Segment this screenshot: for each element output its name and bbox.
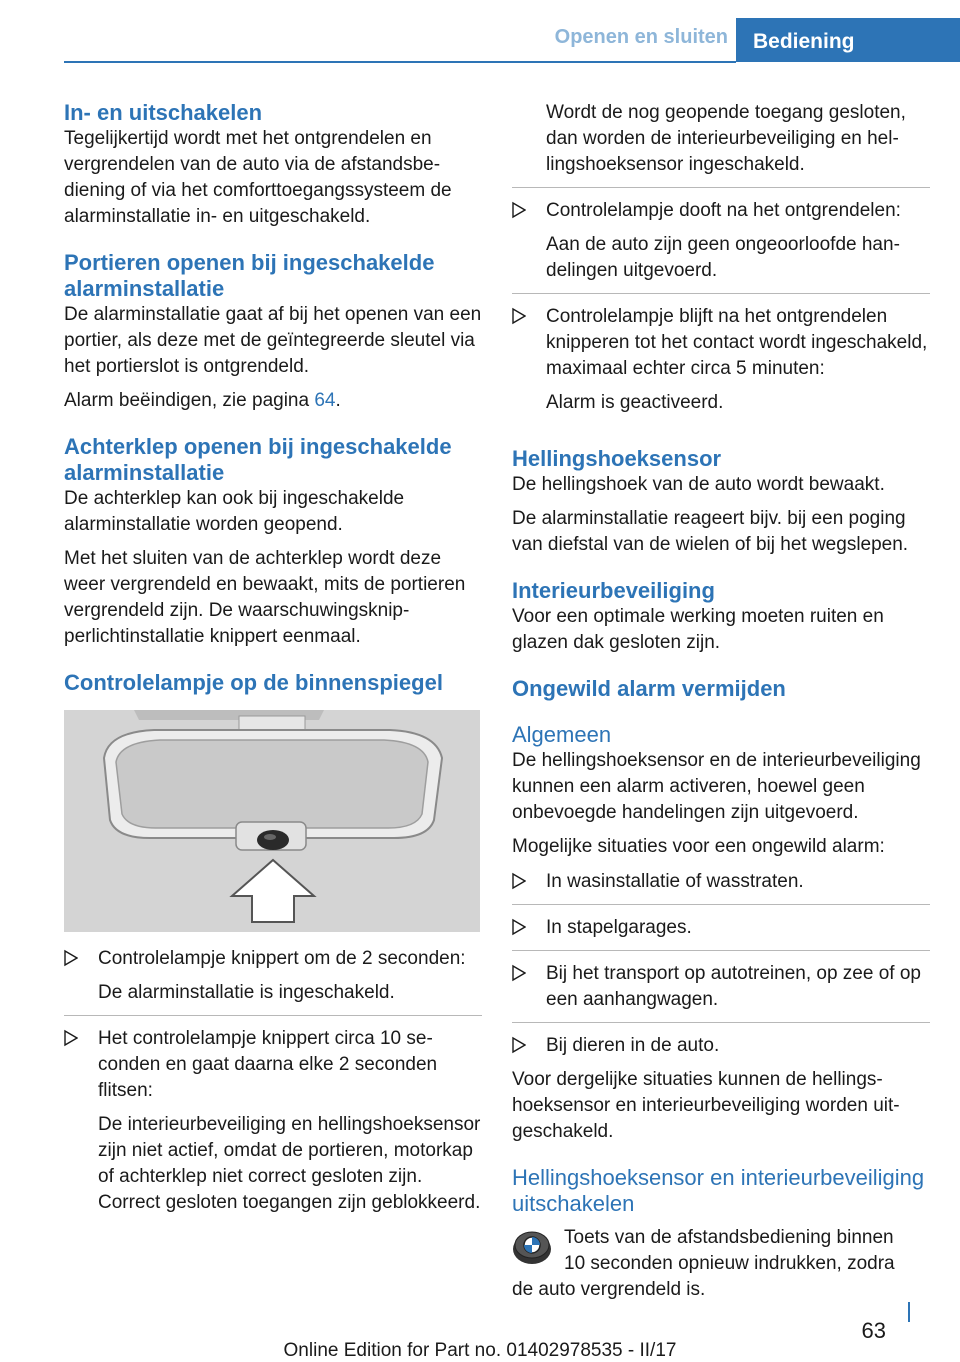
- keyfob-instruction: [512, 1225, 930, 1303]
- right-column: [512, 100, 930, 1303]
- paragraph-alarm-beeindigen: [64, 388, 482, 414]
- list-item: [512, 198, 930, 224]
- paragraph-toets-2: 10 seconden opnieuw indrukken, zodra: [564, 1253, 895, 1274]
- mirror-illustration: [64, 710, 480, 932]
- heading-hellingshoeksensor: Hellingshoeksensor: [512, 446, 722, 471]
- paragraph-interieur: Voor een optimale werking moeten ruiten en glazen dak gesloten zijn.: [512, 606, 884, 653]
- heading-achterklep: Achterklep openen bij ingeschakelde alarminstallatie: [64, 434, 452, 485]
- paragraph-algemeen-2: Mogelijke situaties voor een ongewild alarm:: [512, 836, 885, 857]
- heading-ongewild-alarm: Ongewild alarm vermijden: [512, 676, 786, 701]
- page-number: 63: [861, 1318, 886, 1343]
- paragraph-achterklep-1: De achterklep kan ook bij ingeschakelde alarminstallatie worden geopend.: [64, 488, 405, 535]
- bullet-triangle-icon: [512, 872, 526, 890]
- paragraph-algemeen-1: De hellingshoeksensor en de interieurbeveiliging kunnen een alarm activeren, hoewel geen onbevoegde handelingen zijn uitgevoerd.: [512, 750, 921, 823]
- bullet-triangle-icon: [512, 964, 526, 982]
- heading-interieurbeveiliging: Interieurbeveiliging: [512, 578, 715, 603]
- paragraph-dergelijke: Voor dergelijke situaties kunnen de hellingshoeksensor en interieurbeveiliging worden uitgeschakeld.: [512, 1069, 900, 1142]
- bullet-text: Het controlelampje knippert circa 10 seconden en gaat daarna elke 2 seconden flitsen:: [98, 1028, 438, 1101]
- footer-edition: Online Edition for Part no. 01402978535 - II/17: [283, 1340, 677, 1361]
- bullet-text: Controlelampje knippert om de 2 seconden:: [98, 948, 466, 969]
- footer-rule: [908, 1302, 910, 1322]
- bullet-text: Controlelampje blijft na het ontgrendelen knipperen tot het contact wordt ingeschakeld, maximaal echter circa 5 minuten:: [546, 306, 928, 379]
- list-item: [64, 1026, 482, 1104]
- bullet-text: Bij dieren in de auto.: [546, 1035, 720, 1056]
- paragraph-in-uit: Tegelijkertijd wordt met het ontgrendelen en vergrendelen van de auto via de afstandsbediening of via het comforttoegangssysteem de alarminstallatie in- en uitgeschakeld.: [64, 128, 452, 227]
- paragraph-helling-1: De hellingshoek van de auto wordt bewaakt.: [512, 474, 885, 495]
- list-divider: [512, 187, 930, 188]
- paragraph-toets-3: de auto vergrendeld is.: [512, 1279, 706, 1300]
- page-link-64[interactable]: 64: [314, 390, 336, 411]
- bullet-subtext: De interieurbeveiliging en hellingshoeksensor zijn niet actief, omdat de portieren, motorkap of achterklep niet correct gesloten zijn. Correct gesloten toegangen zijn geblokkeerd.: [98, 1114, 481, 1213]
- heading-uitschakelen: Hellingshoeksensor en interieurbeveiliging uitschakelen: [512, 1165, 925, 1216]
- list-divider: [512, 1022, 930, 1023]
- bullet-triangle-icon: [512, 1036, 526, 1054]
- bullet-text: Controlelampje dooft na het ontgrendelen:: [546, 200, 901, 221]
- bullet-text: Bij het transport op autotreinen, op zee of op een aanhangwagen.: [546, 963, 921, 1010]
- remote-key-icon: [512, 1227, 552, 1267]
- list-item: [512, 961, 930, 1013]
- list-item: [512, 869, 930, 895]
- bullet-subtext: De alarminstallatie is ingeschakeld.: [98, 982, 395, 1003]
- heading-in-uit: In- en uitschakelen: [64, 100, 263, 125]
- list-item: [512, 304, 930, 382]
- bullet-triangle-icon: [512, 918, 526, 936]
- list-divider: [512, 293, 930, 294]
- bullet-triangle-icon: [512, 307, 526, 325]
- bullet-subtext: Aan de auto zijn geen ongeoorloofde handelingen uitgevoerd.: [546, 234, 900, 281]
- heading-algemeen: Algemeen: [512, 722, 612, 747]
- page-header: [0, 0, 960, 62]
- bullet-text: In wasinstallatie of wasstraten.: [546, 871, 804, 892]
- rearview-mirror-image: [64, 710, 480, 932]
- bullet-triangle-icon: [64, 949, 78, 967]
- paragraph-portieren: De alarminstallatie gaat af bij het openen van een portier, als deze met de geïntegreerde sleutel via het portierslot is ontgrendeld.: [64, 304, 482, 377]
- header-section-title: Openen en sluiten: [554, 26, 728, 48]
- alarm-suffix: .: [335, 390, 341, 411]
- list-item: [64, 946, 482, 972]
- heading-controlelampje: Controlelampje op de binnenspiegel: [64, 670, 443, 695]
- paragraph-achterklep-2: Met het sluiten van de achterklep wordt deze weer vergrendeld en bewaakt, mits de portieren vergrendeld zijn. De waarschuwingsknipperlichtinstallatie knippert eenmaal.: [64, 548, 466, 647]
- list-divider: [512, 904, 930, 905]
- left-column: [64, 100, 482, 1216]
- bullet-text: In stapelgarages.: [546, 917, 692, 938]
- bullet-subtext: Alarm is geactiveerd.: [546, 392, 724, 413]
- alarm-text: Alarm beëindigen, zie pagina: [64, 390, 315, 411]
- list-divider: [512, 950, 930, 951]
- paragraph-helling-2: De alarminstallatie reageert bijv. bij een poging van diefstal van de wielen of bij het wegslepen.: [512, 508, 909, 555]
- bullet-triangle-icon: [512, 201, 526, 219]
- paragraph-toets-1: Toets van de afstandsbediening binnen: [564, 1227, 894, 1248]
- list-divider: [64, 1015, 482, 1016]
- list-item: [512, 915, 930, 941]
- bullet-triangle-icon: [64, 1029, 78, 1047]
- bullet-continuation: Wordt de nog geopende toegang gesloten, dan worden de interieurbeveiliging en hellingshoeksensor ingeschakeld.: [546, 102, 906, 175]
- heading-portieren: Portieren openen bij ingeschakelde alarminstallatie: [64, 250, 435, 301]
- list-item: [512, 1033, 930, 1059]
- header-rule: [64, 61, 736, 63]
- header-chapter-tab: Bediening: [736, 18, 960, 62]
